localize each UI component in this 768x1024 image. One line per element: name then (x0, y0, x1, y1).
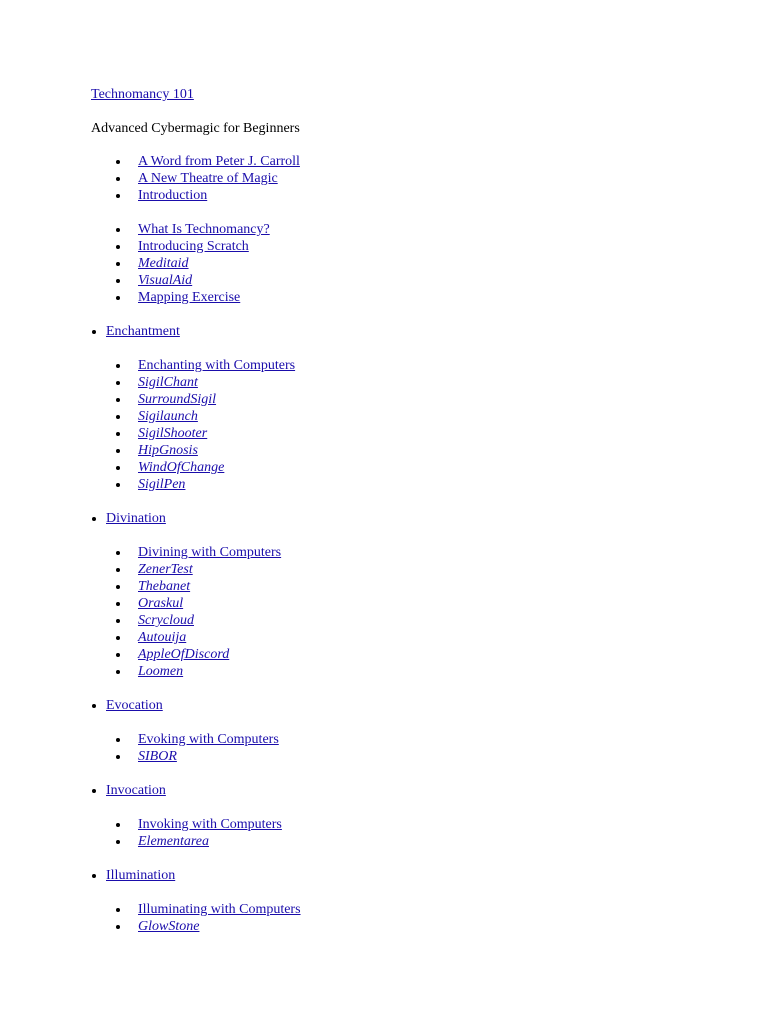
list-item (91, 374, 751, 391)
section-invocation (91, 782, 751, 799)
list-item (91, 731, 751, 748)
list-item (91, 153, 751, 170)
list-item (91, 272, 751, 289)
section-link-divination[interactable]: Divination (106, 511, 166, 526)
section-heading-item (91, 323, 751, 340)
link-surroundsigil[interactable]: SurroundSigil (138, 392, 217, 407)
list-item (91, 833, 751, 850)
link-hipgnosis[interactable]: HipGnosis (138, 443, 198, 458)
link-scrycloud[interactable]: Scrycloud (138, 613, 194, 628)
link-glowstone[interactable]: GlowStone (138, 919, 200, 934)
list-item (91, 238, 751, 255)
list-item (91, 170, 751, 187)
list-item (91, 901, 751, 918)
section-link-invocation[interactable]: Invocation (106, 783, 166, 798)
link-divining-with-computers[interactable]: Divining with Computers (138, 545, 282, 560)
list-item (91, 612, 751, 629)
link-zenertest[interactable]: ZenerTest (138, 562, 193, 577)
link-thebanet[interactable]: Thebanet (138, 579, 191, 594)
link-oraskul[interactable]: Oraskul (138, 596, 184, 611)
list-item (91, 255, 751, 272)
list-item (91, 187, 751, 204)
link-loomen[interactable]: Loomen (138, 664, 184, 679)
list-item (91, 578, 751, 595)
list-item (91, 629, 751, 646)
list-item (91, 918, 751, 935)
list-item (91, 595, 751, 612)
subtitle: Advanced Cybermagic for Beginners (91, 121, 300, 136)
link-illuminating-with-computers[interactable]: Illuminating with Computers (138, 902, 301, 917)
link-what-is-technomancy[interactable]: What Is Technomancy? (138, 222, 270, 237)
section-items-invocation (91, 816, 751, 850)
link-sibor[interactable]: SIBOR (138, 749, 177, 764)
section-items-divination (91, 544, 751, 680)
link-elementarea[interactable]: Elementarea (138, 834, 210, 849)
link-windofchange[interactable]: WindOfChange (138, 460, 225, 475)
document-page (91, 86, 751, 935)
title-link[interactable]: Technomancy 101 (91, 87, 194, 102)
sections-container (91, 323, 751, 935)
section-evocation (91, 697, 751, 714)
section-link-enchantment[interactable]: Enchantment (106, 324, 180, 339)
section-divination (91, 510, 751, 527)
list-item (91, 391, 751, 408)
list-item (91, 425, 751, 442)
list-item (91, 646, 751, 663)
link-introducing-scratch[interactable]: Introducing Scratch (138, 239, 249, 254)
link-sigilpen[interactable]: SigilPen (138, 477, 186, 492)
link-sigilchant[interactable]: SigilChant (138, 375, 198, 390)
intro-sublist (91, 221, 751, 306)
list-item (91, 544, 751, 561)
link-autouija[interactable]: Autouija (138, 630, 187, 645)
link-appleofdiscord[interactable]: AppleOfDiscord (138, 647, 230, 662)
link-sigilshooter[interactable]: SigilShooter (138, 426, 208, 441)
list-item (91, 476, 751, 493)
section-heading-item (91, 697, 751, 714)
link-a-new-theatre-of-magic[interactable]: A New Theatre of Magic (138, 171, 278, 186)
list-item (91, 442, 751, 459)
list-item (91, 408, 751, 425)
section-link-illumination[interactable]: Illumination (106, 868, 176, 883)
list-item (91, 357, 751, 374)
link-visualaid[interactable]: VisualAid (138, 273, 193, 288)
intro-list (91, 153, 751, 204)
section-items-evocation (91, 731, 751, 765)
link-invoking-with-computers[interactable]: Invoking with Computers (138, 817, 282, 832)
section-enchantment (91, 323, 751, 340)
section-illumination (91, 867, 751, 884)
list-item (91, 663, 751, 680)
link-enchanting-with-computers[interactable]: Enchanting with Computers (138, 358, 296, 373)
section-heading-item (91, 867, 751, 884)
list-item (91, 816, 751, 833)
link-introduction[interactable]: Introduction (138, 188, 208, 203)
link-sigilaunch[interactable]: Sigilaunch (138, 409, 198, 424)
link-meditaid[interactable]: Meditaid (138, 256, 189, 271)
section-heading-item (91, 782, 751, 799)
list-item (91, 289, 751, 306)
link-a-word-from-peter-j-carroll[interactable]: A Word from Peter J. Carroll (138, 154, 300, 169)
section-items-illumination (91, 901, 751, 935)
section-link-evocation[interactable]: Evocation (106, 698, 163, 713)
list-item (91, 221, 751, 238)
section-heading-item (91, 510, 751, 527)
list-item (91, 561, 751, 578)
link-evoking-with-computers[interactable]: Evoking with Computers (138, 732, 279, 747)
section-items-enchantment (91, 357, 751, 493)
list-item (91, 748, 751, 765)
list-item (91, 459, 751, 476)
link-mapping-exercise[interactable]: Mapping Exercise (138, 290, 241, 305)
